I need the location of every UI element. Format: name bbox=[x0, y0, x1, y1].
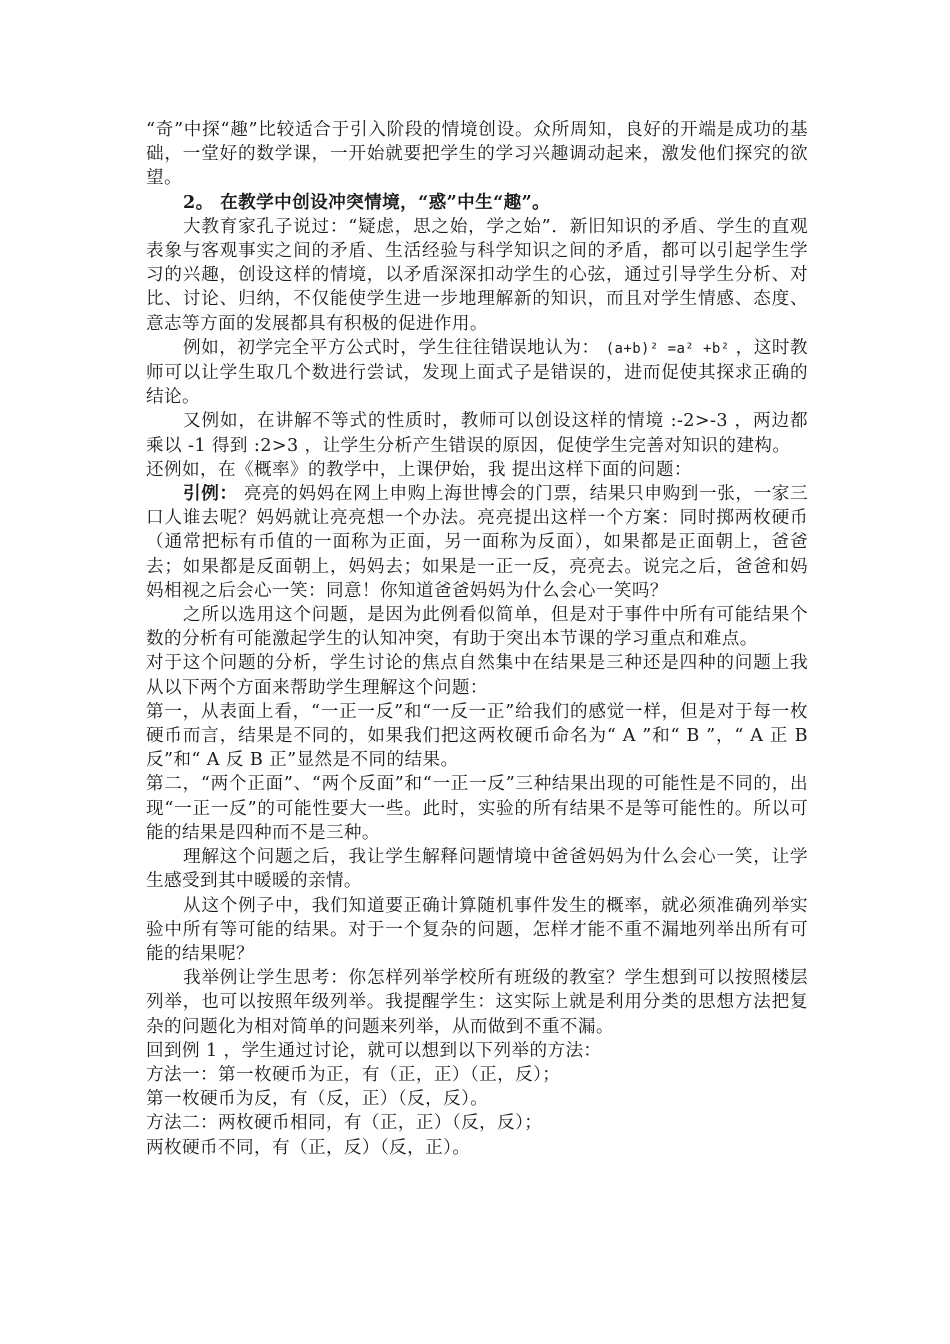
list-line: 第一枚硬币为反，有（反，正）（反，反）。 bbox=[146, 1089, 489, 1110]
section-heading: 2。 在教学中创设冲突情境，“惑”中生“趣”。 bbox=[183, 191, 551, 213]
paragraph-text: 亮亮的妈妈在网上申购上海世博会的门票，结果只申购到一张，一家三口人谁去呢？妈妈就让亮亮想一个办法。亮亮提出这样一个方案：同时掷两枚硬币（通常把标有币值的一面称为正面，另一面称为反面），如果都是正面朝上，爸爸去；如果都是反面朝上，妈妈去；如果是一正一反，亮亮去。说完之后，爸爸和妈妈相视之后会心一笑：同意！你知道爸爸妈妈为什么会心一笑吗？ bbox=[146, 484, 809, 601]
paragraph: 还例如，在《概率》的教学中，上课伊始，我 提出这样下面的问题： bbox=[146, 459, 692, 480]
paragraph: 第一，从表面上看，“一正一反”和“一反一正”给我们的感觉一样，但是对于每一枚硬币而言，结果是不同的，如果我们把这两枚硬币命名为“ A ”和“ B ”，“ A 正 B 反”和“ A 反 B 正”显然是不同的结果。 bbox=[146, 701, 808, 771]
example-label: 引例： bbox=[183, 483, 238, 505]
paragraph bbox=[146, 336, 808, 410]
paragraph: 从这个例子中，我们知道要正确计算随机事件发生的概率，就必须准确列举实验中所有等可能的结果。对于一个复杂的问题，怎样才能不重不漏地列举出所有可能的结果呢？ bbox=[146, 895, 808, 964]
paragraph: 回到例 1 ，学生通过讨论，就可以想到以下列举的方法： bbox=[146, 1040, 602, 1061]
paragraph: 之所以选用这个问题，是因为此例看似简单，但是对于事件中所有可能结果个数的分析有可能激起学生的认知冲突，有助于突出本节课的学习重点和难点。 bbox=[146, 605, 808, 650]
paragraph: 第二，“两个正面”、“两个反面”和“一正一反”三种结果出现的可能性是不同的，出现“一正一反”的可能性要大一些。此时，实验的所有结果不是等可能性的。所以可能的结果是四种而不是三种。 bbox=[146, 774, 808, 843]
paragraph: 又例如，在讲解不等式的性质时，教师可以创设这样的情境 :-2>-3 ，两边都乘以 -1 得到 :2>3 ，让学生分析产生错误的原因，促使学生完善对知识的建构。 bbox=[146, 411, 808, 456]
list-line: 方法二：两枚硬币相同，有（正，正）（反，反）； bbox=[146, 1113, 543, 1134]
paragraph: 大教育家孔子说过：“疑虑，思之始，学之始”．新旧知识的矛盾、学生的直观表象与客观事实之间的矛盾、生活经验与科学知识之间的矛盾，都可以引起学生学习的兴趣，创设这样的情境，以矛盾深深扣动学生的心弦，通过引导学生分析、对比、讨论、归纳，不仅能使学生进一步地理解新的知识，而且对学生情感、态度、意志等方面的发展都具有积极的促进作用。 bbox=[146, 216, 808, 334]
paragraph: 我举例让学生思考：你怎样列举学校所有班级的教室？学生想到可以按照楼层列举，也可以按照年级列举。我提醒学生：这实际上就是利用分类的思想方法把复杂的问题化为相对简单的问题来列举，从而做到不重不漏。 bbox=[146, 968, 808, 1037]
formula: (a+b)² =a² +b² bbox=[605, 340, 730, 357]
list-line: 两枚硬币不同，有（正，反）（反，正）。 bbox=[146, 1137, 471, 1158]
paragraph: “奇”中探“趣”比较适合于引入阶段的情境创设。众所周知，良好的开端是成功的基础，一堂好的数学课，一开始就要把学生的学习兴趣调动起来，激发他们探究的欲望。 bbox=[146, 120, 808, 189]
list-line: 方法一：第一枚硬币为正，有（正，正）（正，反）； bbox=[146, 1064, 561, 1085]
paragraph-text: ，这时教师可以让学生取几个数进行尝试，发现上面式子是错误的，进而促使其探求正确的结论。 bbox=[146, 337, 809, 408]
paragraph-text: 例如，初学完全平方公式时，学生往往错误地认为： bbox=[183, 337, 600, 358]
paragraph: 对于这个问题的分析，学生讨论的焦点自然集中在结果是三种还是四种的问题上我从以下两个方面来帮助学生理解这个问题： bbox=[146, 653, 808, 698]
document-body bbox=[146, 118, 808, 1160]
paragraph: 理解这个问题之后，我让学生解释问题情境中爸爸妈妈为什么会心一笑，让学生感受到其中暖暖的亲情。 bbox=[146, 847, 808, 892]
paragraph bbox=[146, 482, 808, 603]
